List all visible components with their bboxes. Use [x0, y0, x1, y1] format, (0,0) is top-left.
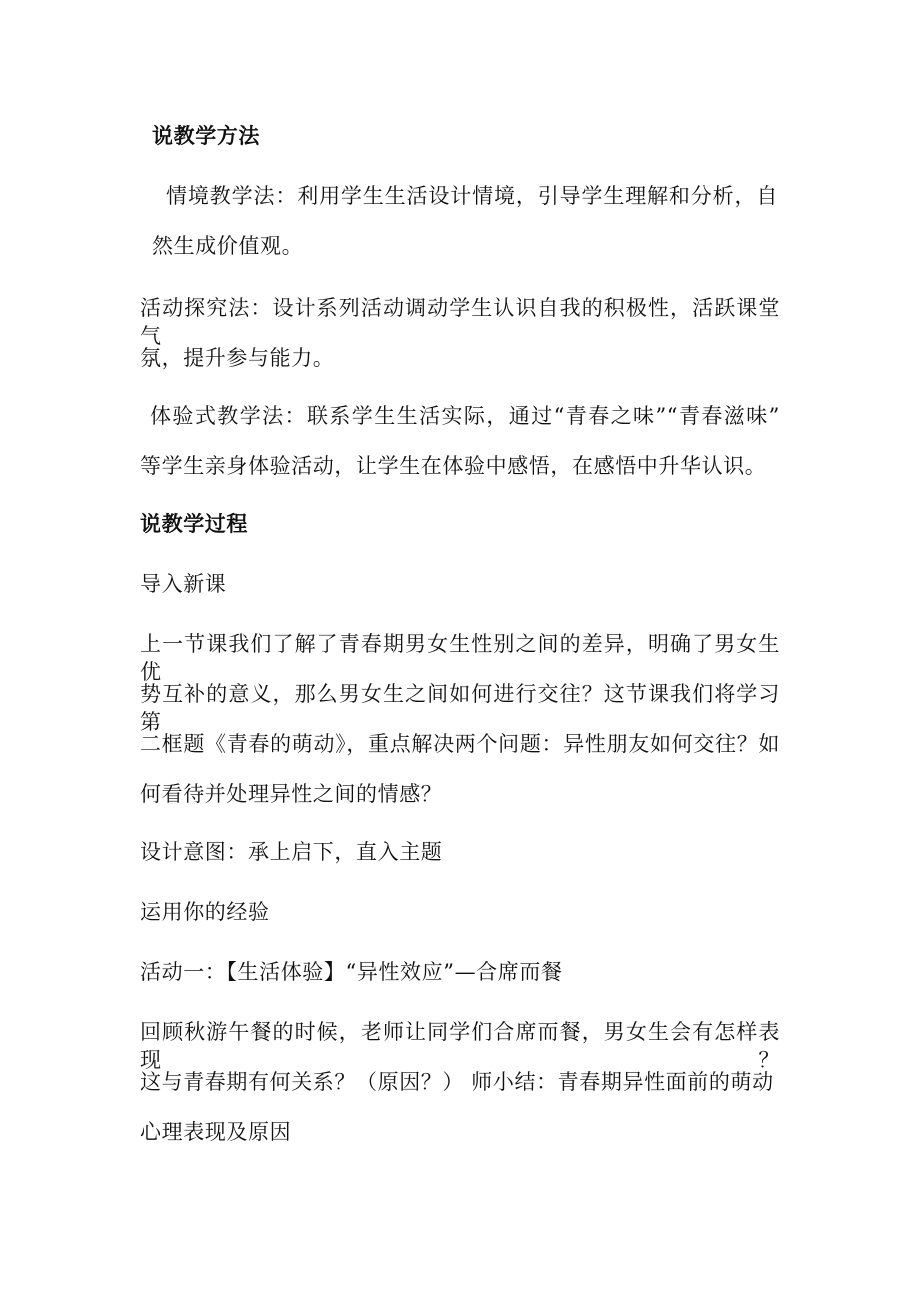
activity1-line: 回顾秋游午餐的时候，老师让同学们合席而餐，男女生会有怎样表现？	[140, 1020, 780, 1072]
intro-paragraph-line: 势互补的意义，那么男女生之间如何进行交往？这节课我们将学习第	[140, 682, 780, 734]
activity1-title: 活动一：【生活体验】“异性效应”—合席而餐	[140, 960, 563, 984]
section-heading-teaching-process: 说教学过程	[140, 512, 248, 536]
activity1-line: 这与青春期有何关系？（原因？） 师小结：青春期异性面前的萌动	[140, 1070, 774, 1094]
intro-paragraph-line: 何看待并处理异性之间的情感？	[140, 782, 443, 806]
activity1-line: 心理表现及原因	[140, 1120, 292, 1144]
method-experiential-line2: 等学生亲身体验活动，让学生在体验中感悟，在感悟中升华认识。	[140, 454, 767, 478]
experience-title: 运用你的经验	[140, 900, 270, 924]
section-heading-teaching-methods: 说教学方法	[152, 124, 260, 148]
method-activity-line1: 活动探究法：设计系列活动调动学生认识自我的积极性，活跃课堂气	[140, 296, 780, 348]
design-intent: 设计意图：承上启下，直入主题	[140, 840, 443, 864]
method-situational-line2: 然生成价值观。	[152, 234, 304, 258]
intro-paragraph-line: 二框题《青春的萌动》，重点解决两个问题：异性朋友如何交往？如	[140, 732, 780, 756]
method-situational-line1: 情境教学法：利用学生生活设计情境，引导学生理解和分析，自	[166, 184, 778, 208]
method-experiential-line1: 体验式教学法：联系学生生活实际，通过“青春之味”“青春滋味”	[150, 404, 780, 428]
method-activity-line2: 氛，提升参与能力。	[140, 346, 335, 370]
intro-title: 导入新课	[140, 572, 227, 596]
intro-paragraph-line: 上一节课我们了解了青春期男女生性别之间的差异，明确了男女生优	[140, 632, 780, 684]
